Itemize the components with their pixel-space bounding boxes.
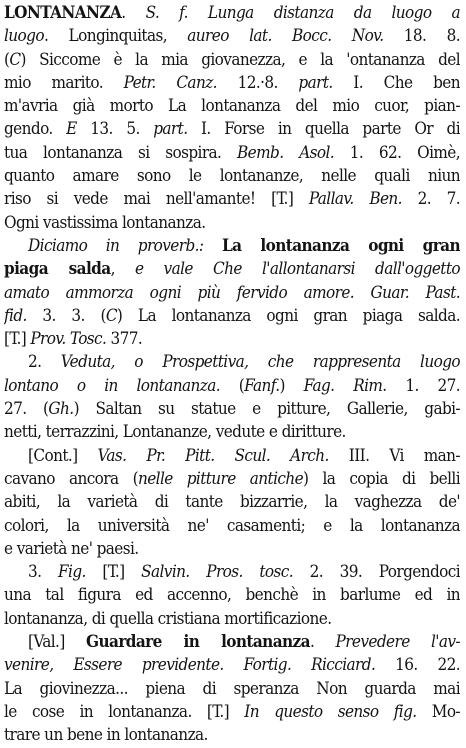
body-text: quanto amare sono le lontananze, nelle quali niun bbox=[4, 166, 460, 187]
italic-text: amato ammorza ogni più fervido amore. Guar. Past. bbox=[4, 282, 460, 303]
italic-text: E bbox=[66, 119, 77, 140]
body-text: 3. bbox=[28, 562, 59, 583]
entry-line bbox=[4, 538, 460, 561]
body-text: 12.·8. bbox=[216, 72, 299, 93]
body-text: ) Saltan su statue e pitture, Gallerie, gabi- bbox=[73, 399, 460, 420]
entry-line bbox=[4, 584, 460, 607]
body-text: 2. 7. bbox=[401, 189, 460, 210]
entry-line bbox=[4, 305, 460, 328]
body-text: Ogni vastissima lontananza. bbox=[4, 212, 206, 233]
entry-line bbox=[4, 258, 460, 281]
entry-line bbox=[4, 328, 460, 351]
body-text: riso si vede mai nell'amante! [T.] bbox=[4, 189, 309, 210]
body-text: mio marito. bbox=[4, 72, 124, 93]
entry-line bbox=[4, 118, 460, 141]
headword: Guardare in lontananza bbox=[86, 632, 310, 653]
body-text: [T.] bbox=[4, 329, 31, 350]
body-text bbox=[203, 236, 222, 256]
italic-text: Fig. bbox=[58, 562, 86, 583]
body-text: ( bbox=[4, 49, 10, 70]
body-text: 377. bbox=[106, 329, 143, 350]
entry-line bbox=[4, 561, 460, 584]
italic-text: In questo senso fig. bbox=[244, 701, 417, 722]
body-text: . Longinquitas, bbox=[43, 26, 188, 47]
italic-text: C bbox=[105, 305, 117, 326]
entry-line bbox=[4, 631, 460, 654]
italic-text: Vas. Pr. Pitt. Scul. Arch. bbox=[97, 445, 329, 466]
body-text: le cose in lontananza. [T.] bbox=[4, 701, 245, 722]
body-text: cavano ancora ( bbox=[4, 468, 138, 489]
body-text: lontananza, di quella cristiana mortificazione. bbox=[4, 608, 332, 629]
entry-line bbox=[4, 678, 460, 701]
entry-line bbox=[4, 2, 460, 25]
italic-text: Gh. bbox=[48, 399, 74, 420]
headword: piaga salda bbox=[4, 259, 111, 280]
body-text: 2. 39. Porgendoci bbox=[293, 562, 460, 583]
entry-line bbox=[4, 142, 460, 165]
body-text: 2. bbox=[28, 352, 61, 373]
italic-text: part. bbox=[153, 119, 188, 140]
entry-line bbox=[4, 351, 460, 374]
body-text: I. Forse in quella parte Or di bbox=[187, 119, 460, 140]
entry-line bbox=[4, 375, 460, 398]
body-text: netti, terrazzini, Lontananze, vedute e diritture. bbox=[4, 422, 346, 443]
body-text: trare un bene in lontananza. bbox=[4, 725, 208, 746]
entry-line bbox=[4, 421, 460, 444]
body-text: 1. 62. Oimè, bbox=[334, 142, 460, 163]
body-text: [T.] bbox=[85, 562, 142, 583]
body-text: 16. 22. bbox=[375, 655, 460, 676]
italic-text: Diciamo in proverb.: bbox=[28, 235, 204, 256]
body-text: [Val.] bbox=[28, 632, 87, 653]
italic-text: Bemb. Asol. bbox=[237, 142, 335, 163]
entry-line bbox=[4, 701, 460, 724]
body-text: 27. ( bbox=[4, 399, 49, 420]
body-text: ( bbox=[238, 375, 245, 396]
body-text: [Cont.] bbox=[28, 445, 98, 466]
body-text: . bbox=[309, 632, 336, 653]
body-text: III. Vi man- bbox=[328, 445, 460, 466]
italic-text: Fanf. bbox=[244, 375, 280, 396]
entry-line bbox=[4, 654, 460, 677]
entry-line bbox=[4, 491, 460, 514]
italic-text: Prov. Tosc. bbox=[30, 329, 107, 350]
body-text: m'avria già morto La lontananza del mio cuor, pian- bbox=[4, 96, 460, 117]
italic-text: venire, Essere previdente. Fortig. Ricciard. bbox=[4, 655, 376, 676]
body-text: e varietà ne' paesi. bbox=[4, 538, 139, 559]
body-text: . bbox=[121, 3, 146, 23]
entry-line bbox=[4, 165, 460, 188]
entry-line bbox=[4, 608, 460, 631]
entry-line bbox=[4, 724, 460, 747]
headword: La lontananza ogni gran bbox=[221, 235, 460, 256]
italic-text: luogo bbox=[4, 26, 44, 47]
italic-text: Salvin. Pros. tosc. bbox=[141, 562, 293, 583]
body-text: La giovinezza... piena di speranza Non guarda mai bbox=[4, 678, 460, 699]
body-text: ) la copia di belli bbox=[303, 468, 460, 489]
entry-line bbox=[4, 282, 460, 305]
body-text: ) Siccome è la mia giovanezza, e la 'ontananza del bbox=[20, 49, 460, 70]
italic-text: Veduta, o Prospettiva, che rappresenta luogo bbox=[60, 352, 460, 373]
italic-text: Petr. Canz. bbox=[123, 72, 217, 93]
entry-line bbox=[4, 212, 460, 235]
body-text: colori, la università ne' casamenti; e la lontananza bbox=[4, 515, 460, 536]
entry-line bbox=[4, 445, 460, 468]
body-text: Mo- bbox=[416, 701, 460, 722]
italic-text: Prevedere l'av- bbox=[335, 632, 460, 653]
italic-text: fid. bbox=[4, 305, 27, 326]
body-text: tua lontananza si sospira. bbox=[4, 142, 238, 163]
entry-line bbox=[4, 235, 460, 258]
italic-text: Fag. Rim. bbox=[303, 375, 387, 396]
italic-text: S. f. Lunga distanza da luogo a bbox=[145, 3, 460, 23]
body-text: 1. 27. bbox=[386, 375, 460, 396]
headword: LONTANANZA bbox=[4, 3, 122, 23]
body-text: ) La lontananza ogni gran piaga salda. bbox=[116, 305, 460, 326]
body-text: 13. 5. bbox=[76, 119, 154, 140]
entry-line bbox=[4, 25, 460, 48]
entry-line bbox=[4, 468, 460, 491]
entry-line bbox=[4, 72, 460, 95]
body-text: gendo. bbox=[4, 119, 67, 140]
body-text: I. Che ben bbox=[332, 72, 460, 93]
entry-line bbox=[4, 95, 460, 118]
entry-line bbox=[4, 188, 460, 211]
italic-text: part. bbox=[298, 72, 333, 93]
body-text: , bbox=[110, 259, 135, 280]
body-text: una tal figura ed accenno, benchè in barlume ed in bbox=[4, 585, 460, 606]
entry-line bbox=[4, 515, 460, 538]
italic-text: aureo lat. Bocc. Nov. bbox=[187, 26, 384, 47]
italic-text: lontano o in lontananza. bbox=[4, 375, 239, 396]
entry-line bbox=[4, 398, 460, 421]
italic-text: nelle pitture antiche bbox=[137, 468, 304, 489]
italic-text: e vale Che l'allontanarsi dall'oggetto bbox=[134, 259, 460, 280]
body-text: ) bbox=[279, 375, 304, 396]
italic-text: C bbox=[9, 49, 21, 70]
body-text: 18. 8. bbox=[383, 26, 460, 47]
italic-text: Pallav. Ben. bbox=[308, 189, 402, 210]
body-text: abiti, la varietà di tante bizzarrie, la vaghezza de' bbox=[4, 492, 460, 513]
body-text: 3. 3. ( bbox=[26, 305, 106, 326]
entry-line bbox=[4, 49, 460, 72]
